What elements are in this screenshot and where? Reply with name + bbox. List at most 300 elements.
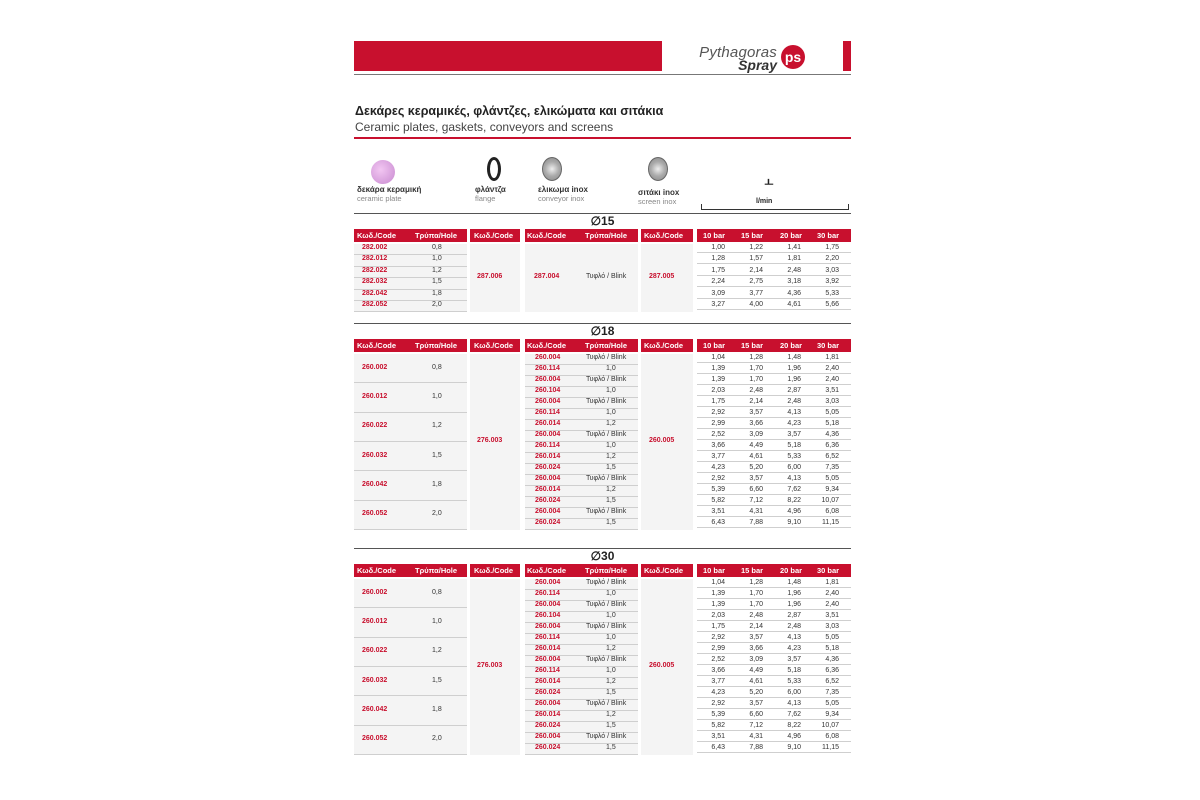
flow-row [697,409,851,417]
flow-value: 3,77 [749,289,763,297]
flow-value: 7,35 [825,689,839,696]
conveyor-hole: 1,5 [606,689,616,696]
flow-row [697,442,851,450]
header-red-bar [354,41,662,71]
conveyor-code: 287.004 [534,273,560,281]
conveyor-code: 260.004 [535,623,561,630]
flow-value: 4,36 [825,431,839,438]
flow-value: 4,23 [787,420,801,427]
screen-code: 260.005 [649,437,675,444]
conveyor-hole: 1,2 [606,645,616,652]
plate-code: 260.022 [362,647,388,655]
plate-hole: 1,0 [432,618,442,625]
row-divider [354,382,467,383]
row-divider [697,252,851,253]
flow-value: 5,05 [825,700,839,707]
flow-value: 1,04 [711,579,725,586]
conveyor-hole: Τυφλό / Blink [586,273,627,281]
table-header-bar [354,564,467,577]
row-divider [697,598,851,599]
conveyor-code: 260.004 [535,733,561,740]
flow-value: 2,92 [711,475,725,482]
flow-value: 5,39 [711,486,725,493]
column-header: 10 bar [703,341,726,350]
product-label-english: conveyor inox [538,194,585,203]
row-divider [354,666,467,667]
conveyor-code: 260.014 [535,453,561,460]
brand-name: Pythagoras [699,44,777,61]
flow-row [697,267,851,275]
conveyor-hole: 1,5 [606,519,616,526]
flow-value: 3,77 [711,678,725,685]
flow-value: 3,09 [749,656,763,663]
conveyor-code: 260.024 [535,722,561,729]
product-label-greek: δεκάρα κεραμική [357,185,422,194]
flow-value: 7,12 [749,722,763,729]
flow-value: 5,20 [749,689,763,696]
flow-value: 1,28 [711,255,725,263]
conveyor-code: 260.114 [535,442,560,449]
page-title-english: Ceramic plates, gaskets, conveyors and screens [355,120,614,134]
row-divider [697,309,851,310]
table-header-bar [641,339,693,352]
flow-value: 6,43 [711,519,725,526]
row-divider [354,607,467,608]
flow-value: 4,36 [825,656,839,663]
flow-value: 6,60 [749,486,763,493]
column-header: Κωδ./Code [644,341,684,350]
flow-value: 6,08 [825,508,839,515]
flow-value: 3,92 [825,278,839,286]
flange-code: 276.003 [477,662,503,669]
flow-row [697,579,851,587]
flow-row [697,667,851,675]
flow-row [697,431,851,439]
flow-row [697,601,851,609]
row-divider [697,395,851,396]
plate-hole: 1,2 [432,266,442,274]
flow-value: 3,66 [711,667,725,674]
flow-value: 4,61 [749,453,763,460]
flow-value: 2,14 [749,623,763,630]
conveyor-code: 260.024 [535,689,561,696]
plate-hole: 1,5 [432,451,442,459]
conveyor-hole: 1,5 [606,497,616,504]
ceramic-plate-icon [371,160,395,184]
header-red-end [843,41,851,71]
flow-value: 6,00 [787,689,801,696]
flow-row [697,700,851,708]
flow-value: 3,03 [825,398,839,405]
conveyor-hole: 1,0 [606,590,616,597]
conveyor-code: 260.114 [535,365,560,372]
flow-value: 6,60 [749,711,763,718]
row-divider [354,311,467,312]
conveyor-code: 260.014 [535,420,561,427]
flow-value: 2,92 [711,634,725,641]
table-header-bar [525,564,638,577]
flow-value: 6,36 [825,667,839,674]
conveyor-code: 260.104 [535,387,561,394]
plate-hole: 1,8 [432,706,442,713]
flow-value: 3,18 [787,278,801,286]
flow-value: 5,33 [787,678,801,685]
flow-value: 6,36 [825,442,839,449]
flow-value: 1,22 [749,244,763,251]
conveyor-hole: 1,2 [606,711,616,718]
flow-value: 2,48 [787,266,801,274]
plate-code: 260.042 [362,706,388,713]
row-divider [697,752,851,753]
flow-value: 4,23 [711,464,725,471]
column-background [354,354,467,530]
column-header: Τρύπα/Hole [585,566,628,575]
flow-value: 1,75 [825,244,839,251]
flow-value: 2,87 [787,387,801,394]
column-header: Τρύπα/Hole [585,341,628,350]
table-header-bar [641,564,693,577]
row-divider [697,275,851,276]
column-header: Τρύπα/Hole [415,566,458,575]
screen-code: 287.005 [649,273,675,281]
column-header: 20 bar [780,231,803,240]
conveyor-hole: 1,0 [606,442,616,449]
row-divider [697,472,851,473]
flow-row [697,744,851,752]
conveyor-hole: 1,5 [606,722,616,729]
plate-code: 260.012 [362,393,388,400]
column-header: Τρύπα/Hole [415,231,458,240]
flow-value: 2,03 [711,612,725,619]
conveyor-code: 260.004 [535,579,561,586]
flow-value: 1,39 [711,365,725,372]
flow-value: 6,52 [825,678,839,685]
flow-value: 4,13 [787,700,801,707]
flow-row [697,656,851,664]
table-header-bar [470,229,520,242]
column-header: 15 bar [741,231,764,240]
conveyor-hole: Τυφλό / Blink [586,601,627,608]
row-divider [697,631,851,632]
section-diameter-title: ∅18 [590,324,615,338]
flow-row [697,645,851,653]
row-divider [354,412,467,413]
row-divider [697,620,851,621]
plate-hole: 1,0 [432,255,442,263]
conveyor-hole: 1,0 [606,667,616,674]
conveyor-code: 260.114 [535,409,560,416]
row-divider [697,609,851,610]
conveyor-code: 260.014 [535,486,561,493]
flow-value: 4,49 [749,442,763,449]
flow-value: 2,48 [787,623,801,630]
conveyor-code: 260.004 [535,398,561,405]
conveyor-code: 260.004 [535,601,561,608]
flow-value: 1,48 [787,354,801,361]
flow-value: 2,48 [787,398,801,405]
row-divider [697,697,851,698]
flow-value: 3,66 [711,442,725,449]
column-header: Κωδ./Code [474,566,514,575]
flow-value: 1,75 [711,623,725,630]
flow-value: 5,20 [749,464,763,471]
flow-value: 3,09 [749,431,763,438]
flow-value: 2,52 [711,656,725,663]
plate-hole: 2,0 [432,301,442,308]
flow-row [697,711,851,719]
flow-value: 7,35 [825,464,839,471]
column-header: Κωδ./Code [527,566,567,575]
flow-value: 3,57 [787,656,801,663]
flow-value: 3,51 [825,612,839,619]
plate-code: 260.012 [362,618,388,625]
flow-value: 3,57 [787,431,801,438]
flange-code: 276.003 [477,437,503,444]
column-background [354,579,467,755]
column-header: Κωδ./Code [527,341,567,350]
flow-value: 1,00 [711,244,725,251]
flow-row [697,354,851,362]
brand-ps-logo: ps [781,45,805,69]
section-diameter-title: ∅30 [590,549,615,563]
flow-value: 7,62 [787,711,801,718]
flow-value: 2,40 [825,590,839,597]
title-divider [354,137,851,139]
flow-value: 1,96 [787,590,801,597]
conveyor-code: 260.024 [535,497,561,504]
row-divider [697,730,851,731]
conveyor-hole: Τυφλό / Blink [586,508,627,515]
row-divider [697,719,851,720]
table-header-bar [697,229,851,242]
product-label-greek: φλάντζα [475,185,506,194]
product-screen [638,188,679,206]
row-divider [697,708,851,709]
flow-value: 2,40 [825,365,839,372]
table-header-bar [641,229,693,242]
row-divider [697,373,851,374]
conveyor-code: 260.004 [535,354,561,361]
flow-value: 9,10 [787,519,801,526]
flow-value: 2,14 [749,398,763,405]
flow-bracket [701,204,849,210]
flow-value: 11,15 [822,519,839,526]
plate-code: 282.032 [362,278,388,286]
row-divider [697,450,851,451]
plate-code: 260.052 [362,510,388,518]
flow-row [697,244,851,252]
flow-value: 5,82 [711,722,725,729]
flow-value: 5,33 [825,289,839,297]
flow-value: 5,18 [825,420,839,427]
conveyor-hole: 1,2 [606,486,616,493]
row-divider [697,417,851,418]
flow-row [697,623,851,631]
plate-hole: 0,8 [432,244,442,251]
plate-hole: 1,5 [432,278,442,286]
row-divider [697,263,851,264]
conveyor-hole: Τυφλό / Blink [586,431,627,438]
flow-value: 4,23 [787,645,801,652]
flow-value: 7,62 [787,486,801,493]
flow-value: 2,52 [711,431,725,438]
conveyor-code: 260.004 [535,431,561,438]
column-header: Κωδ./Code [644,231,684,240]
flow-value: 2,20 [825,255,839,263]
flow-value: 1,39 [711,590,725,597]
flow-value: 1,28 [749,354,763,361]
conveyor-code: 260.114 [535,667,560,674]
flow-value: 4,13 [787,475,801,482]
flow-value: 5,66 [825,301,839,308]
flow-value: 1,81 [825,354,839,361]
flow-value: 3,66 [749,420,763,427]
table-header-bar [525,229,638,242]
product-label-greek: σιτάκι inox [638,188,680,197]
conveyor-code: 260.024 [535,744,561,751]
flow-value: 3,51 [711,508,725,515]
plate-code: 282.012 [362,255,388,263]
product-label-greek: ελικωμα inox [538,185,588,194]
flow-value: 1,70 [749,601,763,608]
flow-value: 2,48 [749,387,763,394]
flange-icon [487,157,501,181]
flow-value: 10,07 [821,722,839,729]
table-header-bar [354,339,467,352]
product-conveyor [538,185,588,203]
flow-value: 2,40 [825,601,839,608]
plate-code: 260.052 [362,735,388,743]
flow-value: 4,49 [749,667,763,674]
plate-hole: 1,2 [432,647,442,655]
flow-row [697,486,851,494]
flow-value: 2,40 [825,376,839,383]
flow-value: 3,57 [749,700,763,707]
table-header-bar [525,339,638,352]
plate-code: 260.002 [362,363,388,371]
plate-code: 260.032 [362,676,388,684]
flow-row [697,678,851,686]
flow-row [697,453,851,461]
flow-row [697,301,851,309]
column-header: 10 bar [703,231,726,240]
row-divider [697,483,851,484]
flow-value: 5,82 [711,497,725,504]
conveyor-icon [542,157,562,181]
flow-row [697,255,851,263]
flow-value: 5,18 [787,667,801,674]
row-divider [697,298,851,299]
flow-value: 1,48 [787,579,801,586]
product-label-english: screen inox [638,197,677,206]
flow-value: 9,34 [825,711,839,718]
flow-value: 3,57 [749,634,763,641]
catalog-page [354,38,851,778]
row-divider [697,741,851,742]
flow-row [697,722,851,730]
row-divider [697,428,851,429]
row-divider [697,461,851,462]
flow-value: 5,18 [787,442,801,449]
flow-value: 3,51 [711,733,725,740]
column-header: Κωδ./Code [357,341,397,350]
conveyor-hole: Τυφλό / Blink [586,475,627,482]
plate-hole: 1,8 [432,481,442,488]
flow-value: 2,92 [711,700,725,707]
flow-value: 3,57 [749,409,763,416]
flow-unit-label: l/min [756,198,773,205]
flow-value: 4,31 [749,733,763,740]
plate-code: 260.032 [362,451,388,459]
flow-value: 1,81 [825,579,839,586]
row-divider [697,505,851,506]
column-header: Τρύπα/Hole [415,341,458,350]
flow-row [697,278,851,286]
flow-row [697,464,851,472]
row-divider [354,637,467,638]
row-divider [697,494,851,495]
plate-hole: 2,0 [432,735,442,743]
row-divider [697,642,851,643]
conveyor-code: 260.024 [535,519,561,526]
row-divider [697,362,851,363]
row-divider [354,695,467,696]
flow-value: 1,75 [711,398,725,405]
flow-value: 1,57 [749,255,763,263]
flow-value: 3,57 [749,475,763,482]
conveyor-hole: Τυφλό / Blink [586,656,627,663]
flow-value: 5,05 [825,475,839,482]
flow-row [697,365,851,373]
flow-value: 5,05 [825,409,839,416]
flow-value: 4,36 [787,289,801,297]
conveyor-hole: Τυφλό / Blink [586,700,627,707]
conveyor-code: 260.014 [535,711,561,718]
plate-code: 260.042 [362,481,388,488]
row-divider [697,664,851,665]
flow-value: 4,13 [787,409,801,416]
row-divider [354,441,467,442]
table-header-bar [697,564,851,577]
conveyor-hole: 1,0 [606,612,616,619]
flow-value: 2,03 [711,387,725,394]
plate-code: 282.042 [362,289,388,297]
flow-value: 9,34 [825,486,839,493]
flow-value: 4,96 [787,733,801,740]
conveyor-hole: 1,5 [606,464,616,471]
product-label-english: ceramic plate [357,194,402,203]
column-header: 30 bar [817,341,840,350]
flow-row [697,689,851,697]
product-label-english: flange [475,194,496,203]
flow-value: 6,08 [825,733,839,740]
row-divider [697,587,851,588]
flow-row [697,508,851,516]
conveyor-hole: Τυφλό / Blink [586,733,627,740]
plate-code: 282.002 [362,244,388,251]
row-divider [697,384,851,385]
conveyor-code: 260.004 [535,508,561,515]
table-header-bar [470,564,520,577]
flow-value: 4,61 [749,678,763,685]
flow-value: 5,18 [825,645,839,652]
column-header: 15 bar [741,566,764,575]
plate-hole: 1,8 [432,289,442,297]
flow-value: 4,31 [749,508,763,515]
flow-value: 4,23 [711,689,725,696]
flow-row [697,519,851,527]
conveyor-hole: Τυφλό / Blink [586,376,627,383]
